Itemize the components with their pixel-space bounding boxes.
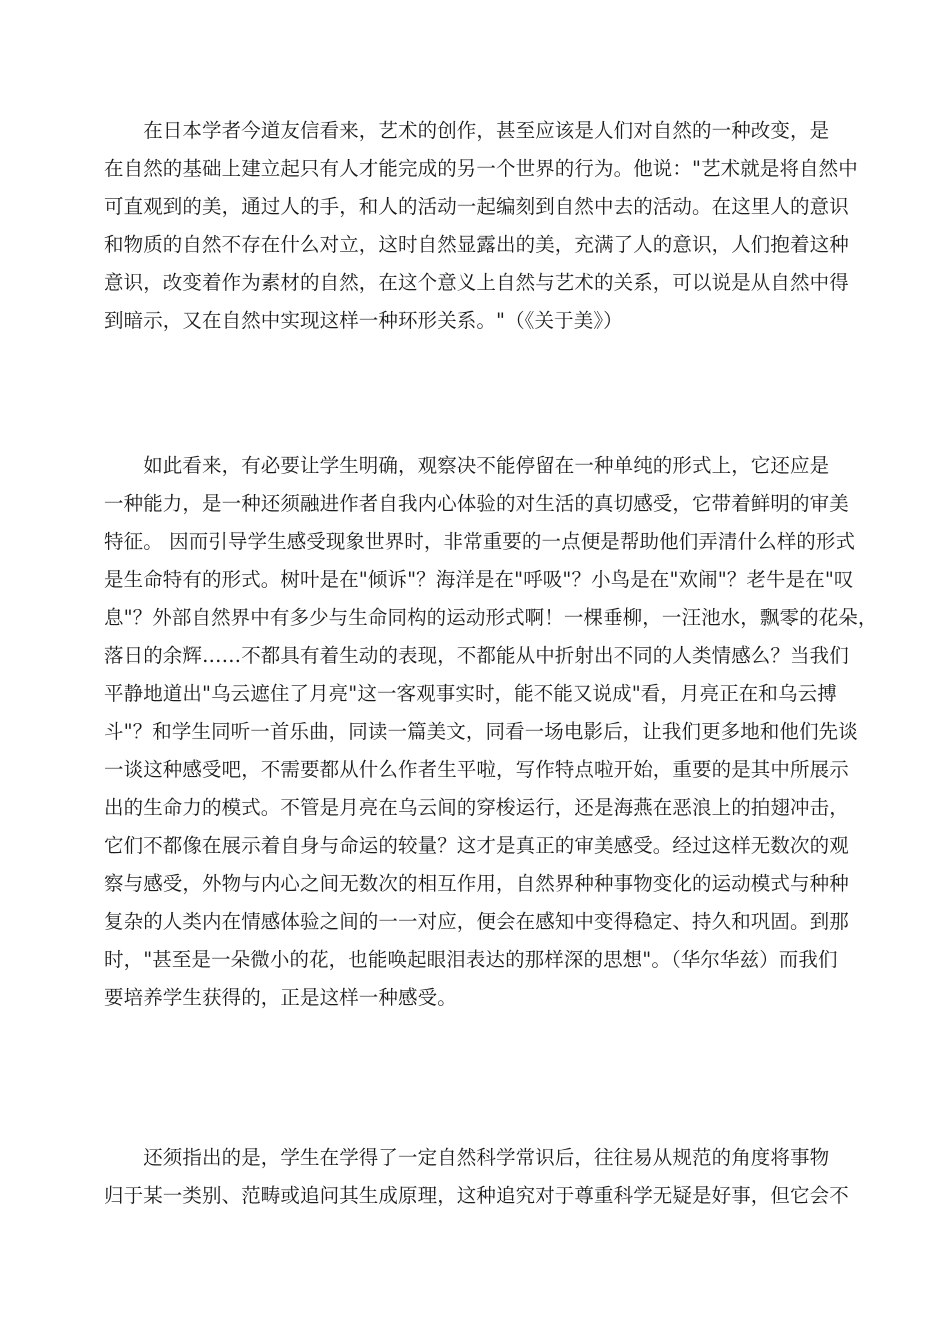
- text-line: 斗"？和学生同听一首乐曲，同读一篇美文，同看一场电影后，让我们更多地和他们先谈: [104, 720, 858, 743]
- text-line: 在日本学者今道友信看来，艺术的创作，甚至应该是人们对自然的一种改变，是: [104, 119, 830, 142]
- text-line: 落日的余辉……不都具有着生动的表现，不都能从中折射出不同的人类情感么？当我们: [104, 644, 849, 667]
- text-line: 要培养学生获得的，正是这样一种感受。: [104, 986, 457, 1009]
- paragraph-3: [104, 1139, 864, 1215]
- text-line: 如此看来，有必要让学生明确，观察决不能停留在一种单纯的形式上，它还应是: [104, 454, 830, 477]
- text-line: 出的生命力的模式。不管是月亮在乌云间的穿梭运行，还是海燕在恶浪上的拍翅冲击，: [104, 796, 849, 819]
- paragraph-2: [104, 447, 878, 1017]
- text-line: 在自然的基础上建立起只有人才能完成的另一个世界的行为。他说："艺术就是将自然中: [104, 157, 858, 180]
- text-line: 一谈这种感受吧，不需要都从什么作者生平啦，写作特点啦开始，重要的是其中所展示: [104, 758, 849, 781]
- text-line: 时，"甚至是一朵微小的花，也能唤起眼泪表达的那样深的思想"。（华尔华兹）而我们: [104, 948, 838, 971]
- paragraph-1: [104, 112, 864, 340]
- text-line: 是生命特有的形式。树叶是在"倾诉"？海洋是在"呼吸"？小鸟是在"欢闹"？老牛是在"叹: [104, 568, 854, 591]
- text-line: 息"？外部自然界中有多少与生命同构的运动形式啊！一棵垂柳，一汪池水，飘零的花朵，: [104, 606, 878, 629]
- text-line: 归于某一类别、范畴或追问其生成原理，这种追究对于尊重科学无疑是好事，但它会不: [104, 1184, 849, 1207]
- text-line: 它们不都像在展示着自身与命运的较量？这才是真正的审美感受。经过这样无数次的观: [104, 834, 849, 857]
- text-line: 到暗示，又在自然中实现这样一种环形关系。"（《关于美》）: [104, 309, 623, 332]
- text-line: 平静地道出"乌云遮住了月亮"这一客观事实时，能不能又说成"看，月亮正在和乌云搏: [104, 682, 837, 705]
- text-line: 察与感受，外物与内心之间无数次的相互作用，自然界种种事物变化的运动模式与种种: [104, 872, 849, 895]
- text-line: 意识，改变着作为素材的自然，在这个意义上自然与艺术的关系，可以说是从自然中得: [104, 271, 849, 294]
- text-line: 还须指出的是，学生在学得了一定自然科学常识后，往往易从规范的角度将事物: [104, 1146, 830, 1169]
- text-line: 一种能力，是一种还须融进作者自我内心体验的对生活的真切感受，它带着鲜明的审美: [104, 492, 849, 515]
- text-line: 和物质的自然不存在什么对立，这时自然显露出的美，充满了人的意识，人们抱着这种: [104, 233, 849, 256]
- text-line: 特征。 因而引导学生感受现象世界时，非常重要的一点便是帮助他们弄清什么样的形式: [104, 530, 856, 553]
- text-line: 可直观到的美，通过人的手，和人的活动一起编刻到自然中去的活动。在这里人的意识: [104, 195, 849, 218]
- text-line: 复杂的人类内在情感体验之间的一一对应，便会在感知中变得稳定、持久和巩固。到那: [104, 910, 849, 933]
